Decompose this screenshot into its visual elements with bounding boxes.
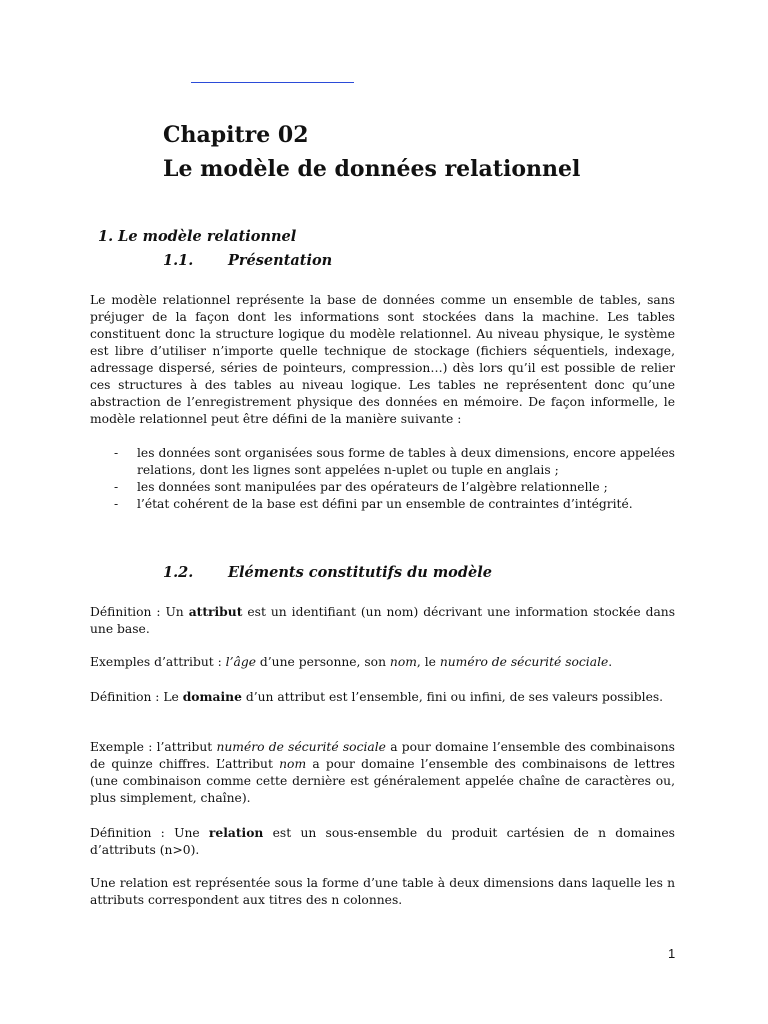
bullet-dash: - [114, 480, 119, 494]
example-term: nom [279, 757, 307, 771]
section-1-1-heading [163, 251, 332, 271]
section-1-2-heading [163, 563, 492, 583]
definition-domaine [90, 688, 675, 706]
example-text: a pour domaine l’ensemble des combinaisons de lettres (une combinaison comme cette dernière est généralement appelée chaîne de caractères ou, plus simplement, chaîne). [90, 757, 675, 805]
example-text: a pour domaine l’ensemble des combinaisons de quinze chiffres. L’attribut [90, 740, 675, 771]
presentation-paragraph: Le modèle relationnel représente la base de données comme un ensemble de tables, sans préjuger de la façon dont les informations sont stockées dans la machine. Les tables constituent donc la structure logique du modèle relationnel. Au niveau physique, le système est libre d’utiliser n’importe quelle technique de stockage (fichiers séquentiels, indexage, adressage dispersé, séries de pointeurs, compression…) dès lors qu’il est possible de relier ces structures à des tables au niveau logique. Les tables ne représentent donc qu’une abstraction de l’enregistrement physique des données en mémoire. De façon informelle, le modèle relationnel peut être défini de la manière suivante : [90, 293, 675, 426]
definition-lead: Définition : Une [90, 826, 209, 840]
list-item [90, 445, 675, 479]
bullet-text: l’état cohérent de la base est défini par un ensemble de contraintes d’intégrité. [137, 497, 633, 511]
definition-lead: Définition : Un [90, 605, 189, 619]
example-text: , le [416, 655, 440, 669]
exemple-domaine [90, 739, 675, 807]
presentation-bullet-list [90, 445, 675, 513]
definition-text: est un identifiant (un nom) décrivant une information stockée dans une base. [90, 605, 676, 636]
term-domaine: domaine [182, 689, 242, 704]
example-text: d’une personne, son [255, 655, 390, 669]
chapter-number: Chapitre 02 [163, 122, 309, 148]
example-term: numéro de sécurité sociale [216, 740, 386, 754]
definition-text: est un sous-ensemble du produit cartésien de n domaines d’attributs (n>0). [90, 826, 675, 857]
example-term: l’âge [225, 655, 256, 669]
definition-lead: Définition : Le [90, 690, 183, 704]
section-1-1-label: Présentation [228, 252, 333, 269]
bullet-dash: - [114, 497, 119, 511]
header-rule [191, 82, 354, 83]
relation-paragraph: Une relation est représentée sous la forme d’une table à deux dimensions dans laquelle les n attributs correspondent aux titres des n colonnes. [90, 876, 675, 907]
example-lead: Exemple : l’attribut [90, 740, 217, 754]
exemples-attribut [90, 654, 675, 671]
section-1-heading: 1. Le modèle relationnel [98, 228, 297, 245]
list-item [90, 496, 675, 513]
section-1-2-label: Eléments constitutifs du modèle [228, 564, 492, 581]
chapter-title [163, 118, 580, 186]
page-number: 1 [668, 946, 676, 961]
example-term: nom [389, 655, 417, 669]
term-relation: relation [208, 825, 264, 840]
definition-relation [90, 824, 675, 859]
list-item [90, 479, 675, 496]
section-1-2-number: 1.2. [163, 564, 194, 581]
chapter-name: Le modèle de données relationnel [163, 156, 581, 182]
bullet-text: les données sont manipulées par des opérateurs de l’algèbre relationnelle ; [137, 480, 608, 494]
bullet-text: les données sont organisées sous forme de tables à deux dimensions, encore appelées relations, dont les lignes sont appelées n-uplet ou tuple en anglais ; [137, 446, 675, 477]
example-text: . [608, 655, 613, 669]
example-term: numéro de sécurité sociale [439, 655, 609, 669]
term-attribut: attribut [188, 604, 243, 619]
example-lead: Exemples d’attribut : [90, 655, 226, 669]
bullet-dash: - [114, 446, 119, 460]
definition-text: d’un attribut est l’ensemble, fini ou infini, de ses valeurs possibles. [241, 690, 664, 704]
section-1-1-number: 1.1. [163, 252, 194, 269]
definition-attribut [90, 603, 675, 638]
